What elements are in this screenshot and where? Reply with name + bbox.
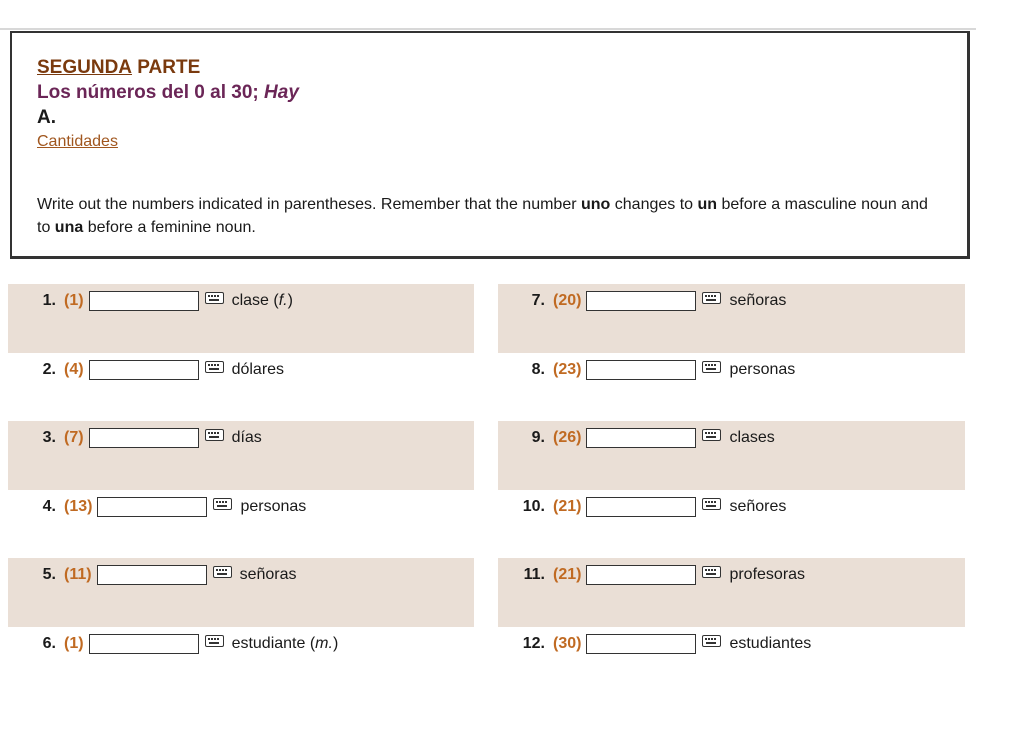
exercise-item: [30, 358, 284, 382]
answer-input[interactable]: [586, 565, 696, 585]
item-number-hint: (20): [553, 292, 582, 309]
exercise-item: [30, 289, 293, 313]
item-number: 11.: [523, 566, 545, 583]
instructions-text: [37, 193, 937, 239]
keyboard-icon[interactable]: [205, 292, 224, 304]
exercise-item: [30, 495, 306, 519]
instr-part-3: before a masculine noun and to: [37, 196, 928, 236]
item-noun-text: personas: [729, 361, 796, 378]
item-number: 1.: [42, 292, 56, 309]
section-link-cantidades[interactable]: Cantidades: [37, 133, 118, 150]
exercise-item: [515, 495, 786, 519]
item-noun-gender: f.: [278, 292, 288, 309]
item-noun: [729, 566, 805, 584]
item-noun: [240, 566, 297, 584]
lesson-subtitle: [37, 82, 299, 104]
item-number: 12.: [522, 635, 545, 652]
item-noun-text: señoras: [239, 566, 297, 583]
exercise-item: [30, 563, 297, 587]
item-noun-text: estudiante (: [231, 635, 316, 652]
exercise-item: [515, 426, 775, 450]
item-number: 9.: [531, 429, 545, 446]
item-number-hint: (1): [64, 635, 84, 652]
answer-input[interactable]: [586, 428, 696, 448]
exercise-item: [515, 563, 805, 587]
item-noun-text: personas: [240, 498, 307, 515]
instr-part-1: Write out the numbers indicated in parentheses. Remember that the number: [37, 196, 581, 213]
item-number-hint: (30): [553, 635, 582, 652]
item-noun-text: dólares: [231, 361, 285, 378]
item-noun: [232, 292, 293, 310]
item-noun-close: ): [287, 292, 293, 309]
item-number-hint: (11): [64, 566, 92, 583]
keyboard-icon[interactable]: [205, 361, 224, 373]
item-number: 4.: [42, 498, 56, 515]
answer-input[interactable]: [586, 634, 696, 654]
answer-input[interactable]: [97, 497, 207, 517]
instr-part-4: before a feminine noun.: [83, 219, 256, 236]
exercise-item: [30, 426, 262, 450]
item-number-hint: (13): [64, 498, 93, 515]
section-letter: A.: [37, 107, 56, 128]
keyboard-icon[interactable]: [702, 635, 721, 647]
item-noun-close: ): [332, 635, 339, 652]
subtitle-italic: Hay: [264, 82, 299, 103]
item-number-hint: (7): [64, 429, 84, 446]
answer-input[interactable]: [97, 565, 207, 585]
item-number: 5.: [42, 566, 56, 583]
keyboard-icon[interactable]: [213, 566, 232, 578]
item-noun: [232, 429, 262, 447]
item-number-hint: (23): [553, 361, 582, 378]
answer-input[interactable]: [586, 497, 696, 517]
keyboard-icon[interactable]: [702, 566, 721, 578]
answer-input[interactable]: [586, 291, 696, 311]
answer-input[interactable]: [89, 291, 199, 311]
keyboard-icon[interactable]: [205, 635, 224, 647]
keyboard-icon[interactable]: [702, 361, 721, 373]
item-noun: [729, 292, 786, 310]
subtitle-main: Los números del 0 al 30;: [37, 82, 259, 103]
keyboard-icon[interactable]: [702, 498, 721, 510]
item-number: 8.: [531, 361, 545, 378]
answer-input[interactable]: [89, 428, 199, 448]
item-noun: [729, 361, 795, 379]
item-noun-text: señores: [729, 498, 787, 515]
item-number-hint: (21): [553, 566, 582, 583]
item-noun: [729, 498, 786, 516]
exercise-item: [515, 632, 811, 656]
item-number-hint: (1): [64, 292, 84, 309]
item-noun-text: estudiantes: [729, 635, 812, 652]
exercise-item: [515, 289, 786, 313]
instr-part-2: changes to: [610, 196, 698, 213]
answer-input[interactable]: [89, 360, 199, 380]
exercise-item: [30, 632, 338, 656]
item-noun: [729, 635, 811, 653]
answer-input[interactable]: [89, 634, 199, 654]
top-divider: [0, 28, 976, 30]
answer-input[interactable]: [586, 360, 696, 380]
item-number-hint: (21): [553, 498, 582, 515]
instr-bold-una: una: [54, 219, 84, 236]
item-noun: [232, 361, 284, 379]
item-noun-text: clase (: [231, 292, 279, 309]
item-number: 10.: [522, 498, 545, 515]
keyboard-icon[interactable]: [702, 429, 721, 441]
keyboard-icon[interactable]: [205, 429, 224, 441]
section-header-box: [10, 31, 970, 259]
keyboard-icon[interactable]: [213, 498, 232, 510]
item-number: 6.: [42, 635, 56, 652]
part-title-word2: PARTE: [137, 57, 201, 78]
part-title: [37, 57, 200, 79]
keyboard-icon[interactable]: [702, 292, 721, 304]
item-number: 7.: [531, 292, 545, 309]
item-number: 2.: [42, 361, 56, 378]
item-number: 3.: [42, 429, 56, 446]
exercise-item: [515, 358, 795, 382]
item-noun-text: señoras: [729, 292, 787, 309]
item-number-hint: (26): [553, 429, 582, 446]
instr-bold-uno: uno: [581, 196, 611, 213]
item-noun-text: profesoras: [729, 566, 806, 583]
item-noun-text: clases: [729, 429, 775, 446]
item-noun: [240, 498, 306, 516]
item-noun: [232, 635, 339, 653]
item-noun-gender: m.: [315, 635, 333, 652]
item-noun: [729, 429, 774, 447]
part-title-word1: SEGUNDA: [37, 57, 133, 78]
instr-bold-un: un: [697, 196, 718, 213]
item-number-hint: (4): [64, 361, 84, 378]
item-noun-text: días: [231, 429, 262, 446]
